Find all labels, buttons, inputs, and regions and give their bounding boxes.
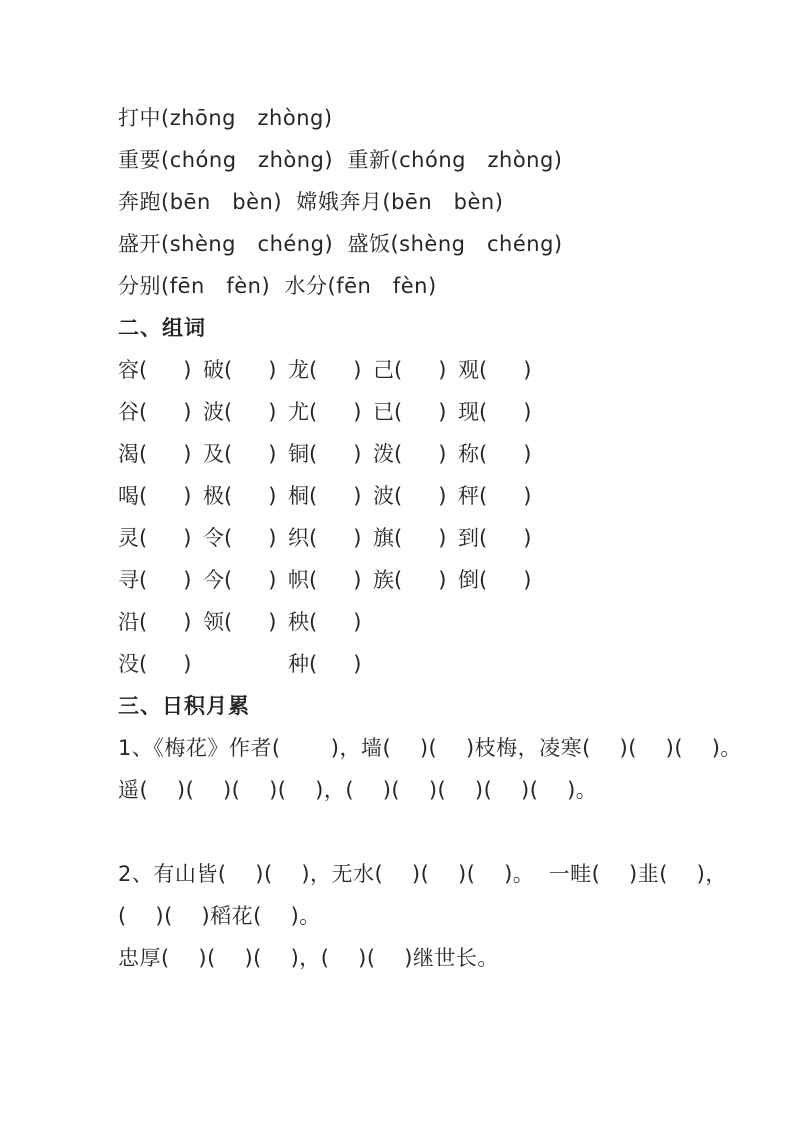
- riji-item1-line-2: 遥( )( )( )( )，( )( )( )( )( )。: [118, 778, 598, 802]
- section2-heading: 二、组词: [118, 316, 206, 340]
- open-paren: (: [394, 400, 403, 424]
- pinyin-line-zhongyao: 重要(chóng zhòng) 重新(chóng zhòng): [118, 148, 563, 172]
- open-paren: (: [224, 358, 233, 382]
- riji-item-1: [118, 727, 742, 811]
- open-paren: (: [309, 442, 318, 466]
- open-paren: (: [479, 568, 488, 592]
- zuci-cell: [118, 601, 203, 643]
- zuci-character: 领: [203, 610, 224, 634]
- zuci-cell: [118, 391, 203, 433]
- zuci-cell: [373, 475, 458, 517]
- riji-item2-line-1: 2、有山皆( )( )，无水( )( )( )。 一畦( )韭( )，: [118, 862, 727, 886]
- zuci-character: 寻: [118, 568, 139, 592]
- close-paren: ): [183, 442, 192, 466]
- open-paren: (: [224, 484, 233, 508]
- zuci-cell: [118, 475, 203, 517]
- zuci-cell: [118, 559, 203, 601]
- zuci-cell: [203, 517, 288, 559]
- zuci-character: 秧: [288, 610, 309, 634]
- open-paren: (: [139, 358, 148, 382]
- close-paren: ): [438, 358, 447, 382]
- open-paren: (: [139, 484, 148, 508]
- zuci-cell: [118, 349, 203, 391]
- zuci-character: 族: [373, 568, 394, 592]
- open-paren: (: [309, 568, 318, 592]
- zuci-character: 破: [203, 358, 224, 382]
- zuci-character: 种: [288, 652, 309, 676]
- zuci-character: 沿: [118, 610, 139, 634]
- close-paren: ): [183, 610, 192, 634]
- open-paren: (: [224, 568, 233, 592]
- close-paren: ): [268, 568, 277, 592]
- zuci-character: 观: [458, 358, 479, 382]
- zuci-character: 秤: [458, 484, 479, 508]
- close-paren: ): [353, 652, 362, 676]
- open-paren: (: [224, 610, 233, 634]
- zuci-cell: [458, 559, 543, 601]
- open-paren: (: [309, 358, 318, 382]
- close-paren: ): [438, 526, 447, 550]
- zuci-cell: [203, 475, 288, 517]
- zuci-character: 渴: [118, 442, 139, 466]
- zuci-cell: [288, 559, 373, 601]
- pinyin-line-dazhong: 打中(zhōng zhòng): [118, 106, 333, 130]
- close-paren: ): [353, 400, 362, 424]
- zuci-character: 没: [118, 652, 139, 676]
- zuci-cell: [118, 517, 203, 559]
- close-paren: ): [183, 652, 192, 676]
- close-paren: ): [353, 358, 362, 382]
- open-paren: (: [139, 652, 148, 676]
- zuci-cell: [373, 517, 458, 559]
- close-paren: ): [523, 442, 532, 466]
- zuci-cell: [203, 349, 288, 391]
- close-paren: ): [268, 442, 277, 466]
- close-paren: ): [353, 610, 362, 634]
- close-paren: ): [438, 442, 447, 466]
- zuci-character: 织: [288, 526, 309, 550]
- open-paren: (: [394, 442, 403, 466]
- zuci-cell: [203, 601, 288, 643]
- riji-item2-line-3: 忠厚( )( )( )，( )( )继世长。: [118, 946, 499, 970]
- worksheet-content: [118, 97, 742, 979]
- zuci-cell: [203, 559, 288, 601]
- close-paren: ): [268, 610, 277, 634]
- pinyin-section: [118, 97, 733, 307]
- close-paren: ): [183, 400, 192, 424]
- close-paren: ): [183, 484, 192, 508]
- open-paren: (: [479, 442, 488, 466]
- zuci-character: 波: [373, 484, 394, 508]
- open-paren: (: [394, 358, 403, 382]
- open-paren: (: [139, 568, 148, 592]
- close-paren: ): [523, 484, 532, 508]
- zuci-character: 容: [118, 358, 139, 382]
- zuci-character: 令: [203, 526, 224, 550]
- close-paren: ): [523, 568, 532, 592]
- close-paren: ): [438, 400, 447, 424]
- close-paren: ): [438, 568, 447, 592]
- pinyin-line-shengkai: 盛开(shèng chéng) 盛饭(shèng chéng): [118, 232, 563, 256]
- zuci-cell: [288, 517, 373, 559]
- zuci-character: 波: [203, 400, 224, 424]
- riji-item2-line-2: ( )( )稻花( )。: [118, 904, 321, 928]
- zuci-cell: [118, 643, 203, 685]
- zuci-cell: [118, 433, 203, 475]
- close-paren: ): [523, 358, 532, 382]
- zuci-cell: [458, 475, 543, 517]
- zuci-grid: [118, 349, 733, 685]
- zuci-character: 帜: [288, 568, 309, 592]
- zuci-cell: [288, 601, 373, 643]
- zuci-cell: [458, 391, 543, 433]
- pinyin-line-fenbie: 分别(fēn fèn) 水分(fēn fèn): [118, 274, 437, 298]
- zuci-character: 已: [373, 400, 394, 424]
- open-paren: (: [479, 400, 488, 424]
- open-paren: (: [479, 526, 488, 550]
- zuci-character: 称: [458, 442, 479, 466]
- close-paren: ): [523, 526, 532, 550]
- open-paren: (: [224, 526, 233, 550]
- zuci-row-4: [118, 475, 733, 517]
- zuci-character: 喝: [118, 484, 139, 508]
- close-paren: ): [353, 526, 362, 550]
- open-paren: (: [309, 526, 318, 550]
- close-paren: ): [353, 568, 362, 592]
- zuci-cell: [288, 643, 373, 685]
- close-paren: ): [353, 484, 362, 508]
- close-paren: ): [268, 526, 277, 550]
- zuci-row-6: [118, 559, 733, 601]
- open-paren: (: [394, 484, 403, 508]
- zuci-cell: [203, 391, 288, 433]
- open-paren: (: [394, 568, 403, 592]
- open-paren: (: [479, 484, 488, 508]
- zuci-character: 谷: [118, 400, 139, 424]
- zuci-cell: [458, 517, 543, 559]
- zuci-cell: [288, 349, 373, 391]
- riji-item-2: [118, 853, 733, 979]
- zuci-cell: [288, 475, 373, 517]
- close-paren: ): [353, 442, 362, 466]
- zuci-cell: [288, 433, 373, 475]
- open-paren: (: [224, 400, 233, 424]
- zuci-character: 己: [373, 358, 394, 382]
- zuci-character: 今: [203, 568, 224, 592]
- riji-item1-line-1: 1、《梅花》作者( )，墙( )( )枝梅，凌寒( )( )( )。: [118, 736, 742, 760]
- zuci-cell: [458, 433, 543, 475]
- open-paren: (: [309, 652, 318, 676]
- zuci-character: 倒: [458, 568, 479, 592]
- close-paren: ): [438, 484, 447, 508]
- zuci-character: 及: [203, 442, 224, 466]
- open-paren: (: [309, 400, 318, 424]
- zuci-row-5: [118, 517, 733, 559]
- close-paren: ): [268, 400, 277, 424]
- zuci-row-1: [118, 349, 733, 391]
- close-paren: ): [523, 400, 532, 424]
- zuci-character: 现: [458, 400, 479, 424]
- zuci-cell: [373, 391, 458, 433]
- open-paren: (: [139, 610, 148, 634]
- open-paren: (: [139, 526, 148, 550]
- zuci-cell: [458, 349, 543, 391]
- zuci-character: 泼: [373, 442, 394, 466]
- close-paren: ): [183, 358, 192, 382]
- zuci-cell: [373, 433, 458, 475]
- pinyin-line-benpao: 奔跑(bēn bèn) 嫦娥奔月(bēn bèn): [118, 190, 504, 214]
- open-paren: (: [224, 442, 233, 466]
- zuci-row-8: [118, 643, 733, 685]
- open-paren: (: [394, 526, 403, 550]
- zuci-cell: [203, 433, 288, 475]
- open-paren: (: [309, 610, 318, 634]
- zuci-character: 龙: [288, 358, 309, 382]
- zuci-row-3: [118, 433, 733, 475]
- zuci-character: 铜: [288, 442, 309, 466]
- zuci-cell: [373, 559, 458, 601]
- zuci-character: 到: [458, 526, 479, 550]
- close-paren: ): [183, 568, 192, 592]
- open-paren: (: [139, 442, 148, 466]
- zuci-character: 桐: [288, 484, 309, 508]
- zuci-character: 极: [203, 484, 224, 508]
- zuci-cell: [288, 391, 373, 433]
- zuci-row-2: [118, 391, 733, 433]
- close-paren: ): [183, 526, 192, 550]
- close-paren: ): [268, 484, 277, 508]
- open-paren: (: [479, 358, 488, 382]
- zuci-character: 旗: [373, 526, 394, 550]
- zuci-cell: [373, 349, 458, 391]
- section3-heading: 三、日积月累: [118, 694, 250, 718]
- zuci-character: 灵: [118, 526, 139, 550]
- open-paren: (: [309, 484, 318, 508]
- zuci-character: 尤: [288, 400, 309, 424]
- close-paren: ): [268, 358, 277, 382]
- zuci-row-7: [118, 601, 733, 643]
- open-paren: (: [139, 400, 148, 424]
